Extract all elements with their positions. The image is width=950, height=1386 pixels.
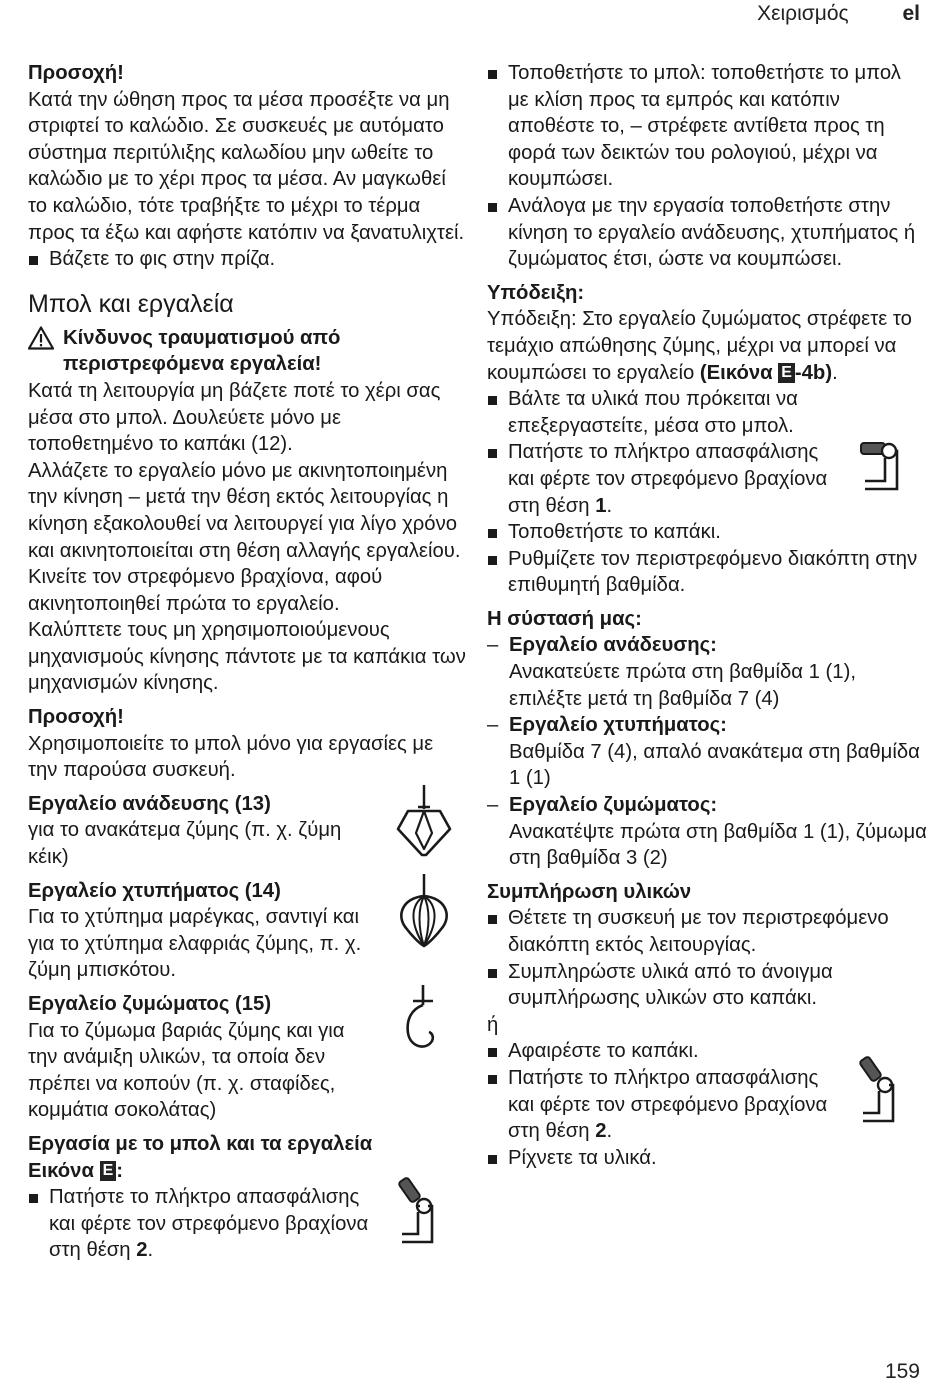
warning-heading (28, 325, 468, 378)
rec-item-stirring (487, 632, 927, 712)
left-column (28, 60, 468, 1264)
work-bullet-1-position: 2 (136, 1239, 148, 1262)
rec-item-whisk (487, 712, 927, 792)
arm-position-2-icon (859, 1055, 907, 1127)
rec-item-text: Ανακατέψτε πρώτα στη βαθμίδα 1 (1), ζύμωμα στη βαθμίδα 3 (2) (509, 820, 927, 870)
rec-item-title: Εργαλείο ανάδευσης: (509, 634, 717, 657)
tool-whisk-text: Για το χτύπημα μαρέγκας, σαντιγί και για το χτύπημα ελαφριάς ζύμης, π. χ. ζύμη μπισκότου. (28, 906, 362, 982)
warning-title: Κίνδυνος τραυματισμού από περιστρεφόμενα εργαλεία! (63, 326, 341, 376)
page-number: 159 (884, 1360, 920, 1383)
rec-item-title: Εργαλείο ζυμώματος: (509, 794, 718, 817)
bullet-lid: Τοποθετήστε το καπάκι. (487, 519, 927, 546)
bullet-press-1 (487, 439, 927, 519)
fill-bullet-4-position: 2 (595, 1120, 607, 1143)
caution-text-2: Χρησιμοποιείτε το μπολ μόνο για εργασίες με την παρούσα συσκευή. (28, 732, 434, 782)
hint-figure-ref (700, 362, 832, 384)
fill-bullet-2: Συμπληρώστε υλικά από το άνοιγμα συμπλήρωσης υλικών στο καπάκι. (487, 959, 927, 1012)
right-column (487, 60, 927, 1171)
stirring-tool-icon (394, 783, 454, 861)
figure-badge: E (100, 1161, 117, 1181)
tool-stirring (28, 791, 468, 871)
rec-dash: – (487, 714, 499, 737)
tool-whisk (28, 878, 468, 984)
kneading-hook-icon (398, 983, 448, 1055)
bullet-ingredients: Βάλτε τα υλικά που πρόκειται να επεξεργαστείτε, μέσα στο μπολ. (487, 386, 927, 439)
tool-stirring-text: για το ανακάτεμα ζύμης (π. χ. ζύμη κέικ) (28, 819, 342, 869)
tool-whisk-title: Εργαλείο χτυπήματος (14) (28, 879, 281, 902)
work-title: Εργασία με το μπολ και τα εργαλεία (28, 1132, 373, 1155)
bullet-tool: Ανάλογα με την εργασία τοποθετήστε στην κίνηση το εργαλείο ανάδευσης, χτυπήματος ή ζυμώματος έτσι, ώστε να κουμπώσει. (487, 193, 927, 273)
bullet-press-1-body: Πατήστε το πλήκτρο απασφάλισης και φέρτε τον στρεφόμενο βραχίονα στη θέση (508, 441, 828, 517)
fill-bullet-4-body: Πατήστε το πλήκτρο απασφάλισης και φέρτε τον στρεφόμενο βραχίονα στη θέση (508, 1066, 828, 1143)
caution-text: Κατά την ώθηση προς τα μέσα προσέξτε να μη στριφτεί το καλώδιο. Σε συσκευές με αυτόματο σύστημα περιτύλιξης καλωδίου μην ωθείτε το καλώδιο με το χέρι προς τα μέσα. Αν μαγκωθεί το καλώδιο, τότε τραβήξτε το μέχρι το τέρμα προς τα έξω και αφήστε κατόπιν να ξανατυλιχτεί. (28, 88, 465, 244)
work-bullet-1-end: . (147, 1239, 154, 1262)
caution-title-2: Προσοχή! (28, 706, 124, 729)
work-title-colon: : (116, 1159, 124, 1182)
fill-title: Συμπλήρωση υλικών (487, 880, 692, 903)
hint-ref-open: (Εικόνα (699, 361, 773, 384)
rec-dash: – (487, 634, 499, 657)
figure-badge: E (778, 363, 795, 383)
warning-text-3: Καλύπτετε τους μη χρησιμοποιούμενους μηχανισμούς κίνησης πάντοτε με τα καπάκια των μηχανισμών κίνησης. (28, 619, 466, 695)
bullet-press-1-end: . (606, 494, 613, 517)
rec-item-kneading (487, 792, 927, 872)
arm-position-1-icon (857, 439, 905, 495)
work-bullet-1-body: Πατήστε το πλήκτρο απασφάλισης και φέρτε τον στρεφόμενο βραχίονα στη θέση (49, 1186, 369, 1262)
bullet-bowl: Τοποθετήστε το μπολ: τοποθετήστε το μπολ με κλίση προς τα εμπρός και κατόπιν αποθέστε το, – στρέφετε αντίθετα προς τη φορά των δεικτών του ρολογιού, μέχρι να κουμπώσει. (487, 60, 927, 193)
rec-item-text: Βαθμίδα 7 (4), απαλό ανακάτεμα στη βαθμίδα 1 (1) (509, 740, 920, 790)
page-header (757, 2, 920, 26)
header-section: Χειρισμός (757, 2, 849, 25)
bullet-press-1-text (487, 439, 842, 519)
warning-triangle-icon (28, 326, 54, 350)
tool-stirring-title: Εργαλείο ανάδευσης (13) (28, 792, 271, 815)
rec-item-text: Ανακατεύετε πρώτα στη βαθμίδα 1 (1), επιλέξτε μετά τη βαθμίδα 7 (4) (509, 661, 856, 710)
fill-bullet-3: Αφαιρέστε το καπάκι. (487, 1038, 927, 1065)
fill-bullet-5: Ρίχνετε τα υλικά. (487, 1145, 927, 1172)
hint-body: Υπόδειξη: Στο εργαλείο ζυμώματος στρέφετε το τεμάχιο απώθησης ζύμης, μέχρι να μπορεί να κουμπώσει το εργαλείο (487, 308, 912, 384)
tool-kneading-text: Για το ζύμωμα βαριάς ζύμης και για την ανάμιξη υλικών, τα οποία δεν πρέπει να κοπούν (π. χ. σταφίδες, κομμάτια σοκολάτας) (28, 1019, 345, 1122)
warning-text-1: Κατά τη λειτουργία μη βάζετε ποτέ το χέρι σας μέσα στο μπολ. Δουλεύετε μόνο με τοποθετημένο το καπάκι (12). (28, 379, 441, 456)
or-text: ή (487, 1013, 499, 1036)
header-language: el (902, 2, 920, 25)
arm-position-2-icon (398, 1176, 446, 1248)
section-title: Μπολ και εργαλεία (28, 289, 234, 318)
fill-bullet-4-end: . (606, 1120, 613, 1143)
bullet-press-1-position: 1 (595, 494, 607, 517)
bullet-switch: Ρυθμίζετε τον περιστρεφόμενο διακόπτη στην επιθυμητή βαθμίδα. (487, 546, 927, 599)
caution-title: Προσοχή! (28, 62, 124, 84)
work-bullet-1-text (28, 1184, 373, 1264)
tool-kneading (28, 991, 468, 1124)
fill-bullet-1: Θέτετε τη συσκευή με τον περιστρεφόμενο διακόπτη εκτός λειτουργίας. (487, 905, 927, 958)
work-bullet-1 (28, 1184, 468, 1264)
recommendation-title: Η σύστασή μας: (487, 607, 642, 630)
work-figure-label: Εικόνα (28, 1159, 94, 1182)
fill-bullet-4-text (487, 1065, 842, 1145)
tool-kneading-title: Εργαλείο ζυμώματος (15) (28, 993, 272, 1015)
hint-text (487, 306, 927, 386)
bullet-plug: Βάζετε το φις στην πρίζα. (28, 246, 468, 273)
whisk-tool-icon (394, 872, 454, 952)
fill-bullet-4 (487, 1065, 927, 1145)
warning-text-2: Αλλάζετε το εργαλείο μόνο με ακινητοποιημένη την κίνηση – μετά την θέση εκτός λειτουργίας η κίνηση εξακολουθεί να λειτουργεί για λίγο χρόνο και ακινητοποιείται στη θέση αλλαγής εργαλείου. Κινείτε τον στρεφόμενο βραχίονα, αφού ακινητοποιηθεί πρώτα το εργαλείο. (28, 459, 461, 615)
rec-item-title: Εργαλείο χτυπήματος: (509, 714, 727, 737)
hint-title: Υπόδειξη: (487, 281, 585, 304)
rec-dash: – (487, 794, 499, 817)
hint-ref-close: -4b) (794, 361, 833, 384)
hint-end: . (832, 361, 838, 384)
